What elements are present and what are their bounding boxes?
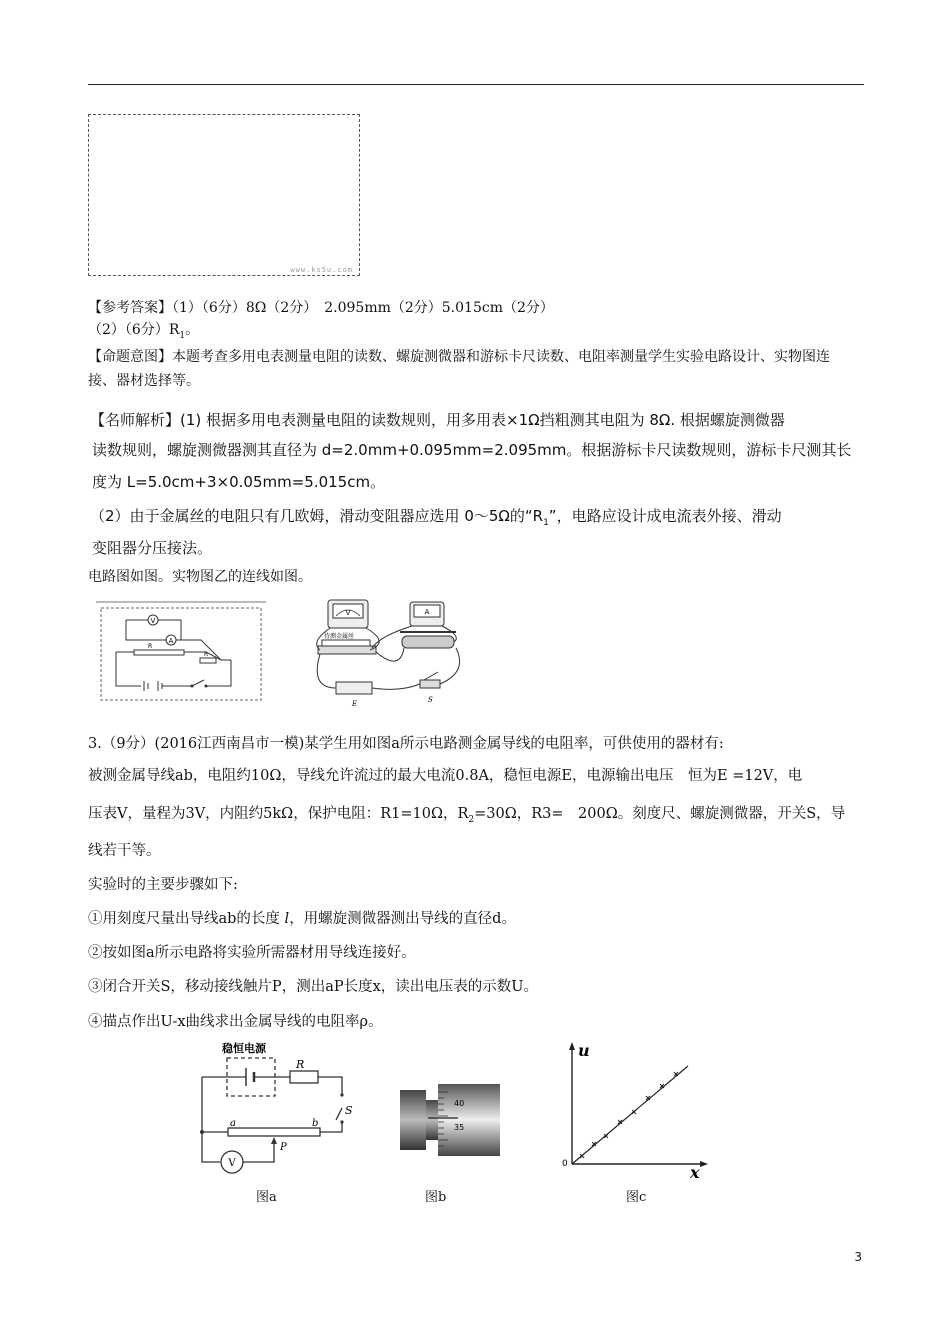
- q3-line-3: [88, 804, 845, 830]
- q3-step-2: ②按如图a所示电路将实验所需器材用导线连接好。: [88, 945, 416, 961]
- analysis-line-4-text: （2）由于金属丝的电阻只有几欧姆，滑动变阻器应选用 0～5Ω的“R: [90, 507, 544, 525]
- figure-intro: 电路图如图。实物图乙的连线如图。: [88, 569, 312, 585]
- q3-step-3: ③闭合开关S，移动接线触片P，测出aP长度x，读出电压表的示数U。: [88, 979, 538, 995]
- analysis-line-3: 度为 L=5.0cm+3×0.05mm=5.015cm。: [92, 473, 386, 491]
- q3-step-1-var: l: [284, 911, 290, 927]
- analysis-line-4: [90, 506, 782, 533]
- fig-a-v-label: V: [228, 1158, 236, 1169]
- intent-line-2: 接、器材选择等。: [88, 373, 200, 389]
- setup-e-label: E: [352, 700, 358, 708]
- q3-line-3-text: 压表V，量程为3V，内阻约5kΩ，保护电阻：R1=10Ω，R: [88, 806, 469, 822]
- header-rule: [88, 84, 864, 85]
- fig-a-caption: 图a: [256, 1190, 277, 1205]
- q3-step-4: ④描点作出U-x曲线求出金属导线的电阻率ρ。: [88, 1014, 383, 1030]
- rx-label: R: [204, 651, 209, 658]
- q3-line-3-end: =30Ω，R3= 200Ω。刻度尺、螺旋测微器，开关S，导: [474, 806, 846, 822]
- analysis-line-4-sub: 1: [543, 518, 549, 528]
- ammeter-label: A: [168, 637, 174, 645]
- fig-a-power-label: 稳恒电源: [222, 1042, 266, 1055]
- rheostat-label: R: [148, 643, 153, 650]
- page-number: 3: [854, 1250, 862, 1264]
- fig-a-a-label: a: [230, 1118, 236, 1129]
- analysis-line-4-end: ”，电路应设计成电流表外接、滑动: [548, 507, 782, 525]
- figure-b-micrometer: [398, 1080, 508, 1160]
- q3-line-1: 3.（9分）(2016江西南昌市一模)某学生用如图a所示电路测金属导线的电阻率，可供使用的器材有:: [88, 736, 724, 752]
- figure-a-circuit: [192, 1040, 362, 1180]
- q3-line-2: 被测金属导线ab，电阻约10Ω，导线允许流过的最大电流0.8A，稳恒电源E，电源输出电压 恒为E =12V，电: [88, 768, 803, 784]
- setup-s-label: S: [428, 696, 433, 704]
- fig-c-caption: 图c: [626, 1190, 647, 1205]
- answer-physical-setup: [300, 592, 470, 710]
- analysis-line-2: 读数规则，螺旋测微器测其直径为 d=2.0mm+0.095mm=2.095mm。根据游标卡尺读数规则，游标卡尺测其长: [92, 441, 852, 459]
- fig-a-s-label: S: [345, 1104, 353, 1117]
- q3-step-1-end: ，用螺旋测微器测出导线的直径d。: [289, 911, 516, 927]
- q3-steps-title: 实验时的主要步骤如下:: [88, 877, 238, 893]
- placeholder-figure-box: [88, 114, 360, 276]
- figure-c-graph: [556, 1038, 716, 1178]
- fig-a-r-label: R: [296, 1058, 305, 1071]
- q3-line-4: 线若干等。: [88, 843, 161, 859]
- fig-c-points: [580, 1072, 678, 1158]
- intent-line-1: 【命题意图】本题考查多用电表测量电阻的读数、螺旋测微器和游标卡尺读数、电阻率测量学生实验电路设计、实物图连: [88, 349, 830, 365]
- fig-b-caption: 图b: [425, 1190, 447, 1205]
- fig-c-origin: 0: [562, 1159, 568, 1169]
- q3-step-1: [88, 909, 516, 929]
- fig-b-tick-35: 35: [454, 1123, 465, 1132]
- analysis-line-1: 【名师解析】(1) 根据多用电表测量电阻的读数规则，用多用表×1Ω挡粗测其电阻为 8Ω. 根据螺旋测微器: [90, 411, 785, 429]
- fig-b-tick-40: 40: [454, 1099, 465, 1108]
- fig-a-p-label: P: [280, 1142, 287, 1153]
- answer-circuit-diagram: [96, 598, 266, 703]
- answer-line-2-text: （2）（6分）R: [88, 322, 180, 338]
- fig-c-x-label: x: [690, 1163, 700, 1178]
- analysis-line-5: 变阻器分压接法。: [92, 539, 213, 557]
- setup-wire-label: 待测金属丝: [324, 633, 355, 640]
- voltmeter-label: V: [150, 617, 156, 625]
- setup-ammeter-label: A: [424, 608, 430, 616]
- answer-line-2: [88, 320, 199, 346]
- q3-line-3-sub: 2: [468, 814, 475, 825]
- fig-c-fit-line: [572, 1066, 688, 1164]
- answer-line-1: 【参考答案】（1）（6分）8Ω（2分） 2.095mm（2分）5.015cm（2分）: [88, 300, 554, 316]
- q3-step-1-text: ①用刻度尺量出导线ab的长度: [88, 911, 280, 927]
- setup-voltmeter-label: V: [345, 609, 351, 617]
- fig-c-y-label: u: [578, 1041, 590, 1060]
- answer-line-2-end: 。: [185, 322, 200, 338]
- fig-a-b-label: b: [312, 1118, 319, 1129]
- answer-line-2-sub: 1: [179, 330, 186, 341]
- watermark: www.ks5u.com: [290, 266, 353, 274]
